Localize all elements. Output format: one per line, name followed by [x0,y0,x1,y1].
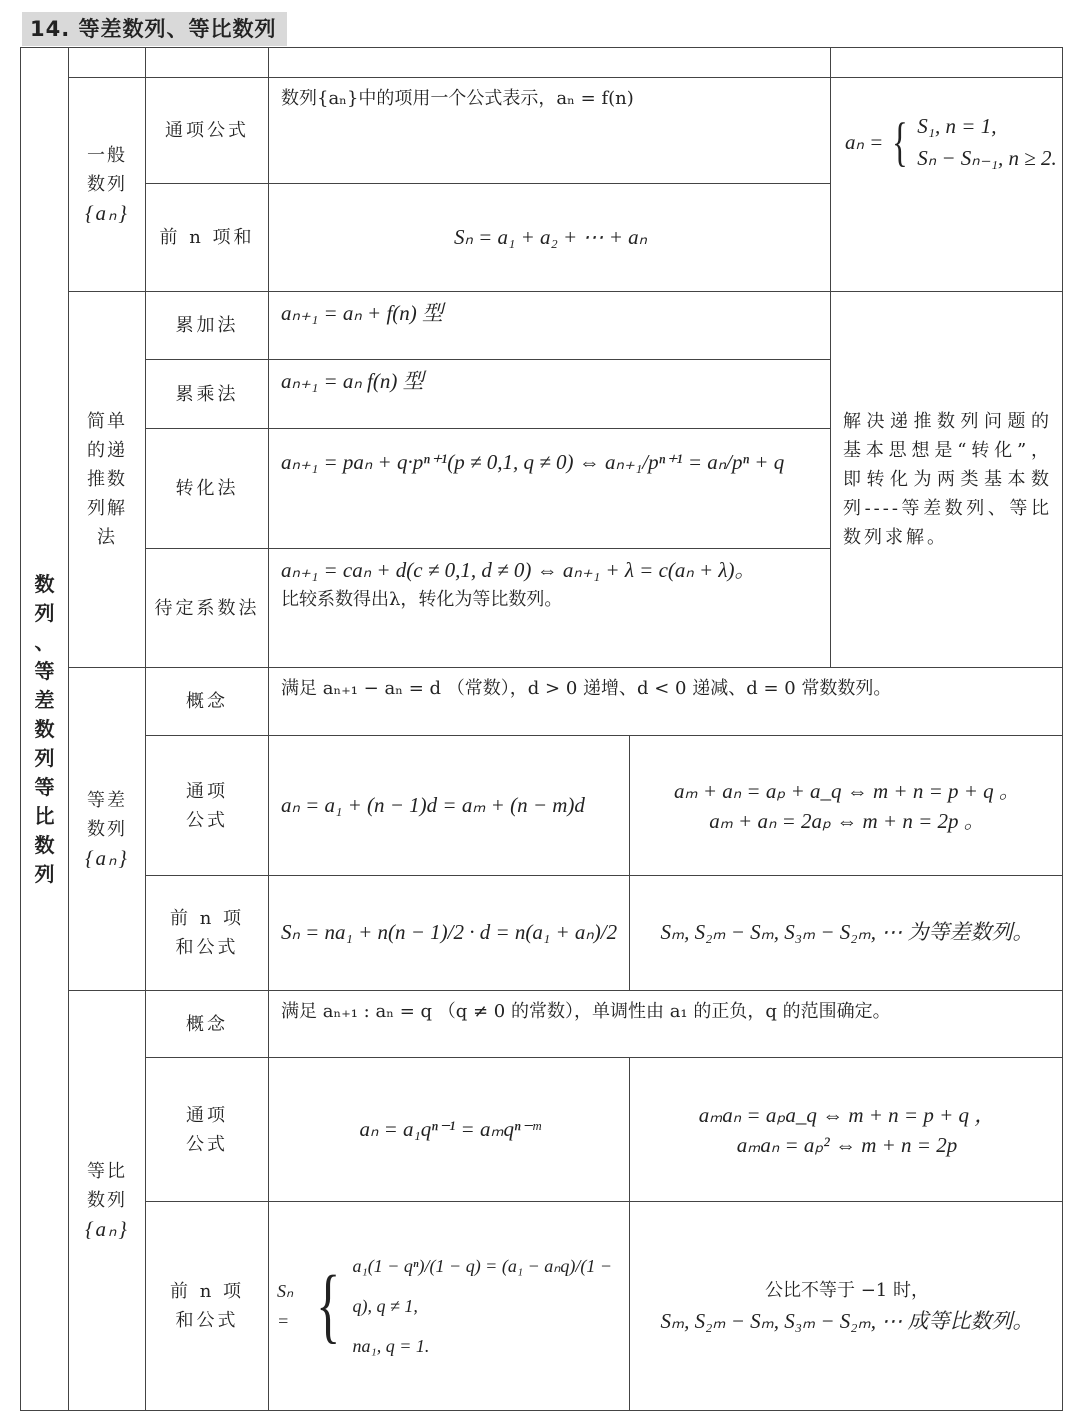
geometric-concept-label: 概念 [146,991,269,1058]
arithmetic-concept-label: 概念 [146,668,269,736]
arithmetic-row-3 [21,876,1063,991]
geometric-general-props: aₘaₙ = aₚa_q ⇔ m + n = p + q ， aₘaₙ = aₚ² ⇔ m + n = 2p [630,1058,1063,1202]
cumulative-sum-content: aₙ₊₁ = aₙ + f(n) 型 [269,292,831,360]
geometric-row-3 [21,1202,1063,1411]
arithmetic-row-1 [21,668,1063,736]
arithmetic-general-formula: aₙ = a₁ + (n − 1)d = aₘ + (n − m)d [269,736,630,876]
arithmetic-general-props: aₘ + aₙ = aₚ + a_q ⇔ m + n = p + q 。 aₘ + aₙ = 2aₚ ⇔ m + n = 2p 。 [630,736,1063,876]
brace-icon: { [316,1259,341,1352]
undetermined-coef-label: 待定系数法 [146,549,269,668]
geometric-sum-label: 前 n 项 和公式 [146,1202,269,1411]
general-sum-label: 前 n 项和 [146,184,269,292]
geometric-category: 等比 数列 {aₙ} [69,991,146,1411]
geometric-concept: 满足 aₙ₊₁ : aₙ = q （q ≠ 0 的常数），单调性由 a₁ 的正负，q 的范围确定。 [269,991,1063,1058]
transform-label: 转化法 [146,429,269,549]
recursive-row-1 [21,292,1063,360]
header-row [21,48,1063,78]
undetermined-coef-content: aₙ₊₁ = caₙ + d(c ≠ 0,1, d ≠ 0) ⇔ aₙ₊₁ + λ = c(aₙ + λ)。 比较系数得出λ，转化为等比数列。 [269,549,831,668]
section-title: 14. 等差数列、等比数列 [22,12,287,46]
general-row-1 [21,78,1063,184]
geometric-general-label: 通项 公式 [146,1058,269,1202]
transform-content: aₙ₊₁ = paₙ + q·pⁿ⁺¹(p ≠ 0,1, q ≠ 0) ⇔ aₙ₊₁/pⁿ⁺¹ = aₙ/pⁿ + q [269,429,831,549]
geometric-sum-formula: Sₙ = { a₁(1 − qⁿ)/(1 − q) = (a₁ − aₙq)/(1 − q), q ≠ 1, na₁, q = 1. [269,1202,630,1411]
brace-icon: { [892,112,909,172]
side-title: 数 列 、 等 差 数 列 等 比 数 列 [21,48,69,1411]
arithmetic-sum-prop: Sₘ, S₂ₘ − Sₘ, S₃ₘ − S₂ₘ, ⋯ 为等差数列。 [630,876,1063,991]
recursive-category: 简单 的递 推数 列解 法 [69,292,146,668]
general-note: aₙ = { S₁, n = 1, Sₙ − Sₙ₋₁, n ≥ 2. [831,78,1063,292]
arithmetic-concept: 满足 aₙ₊₁ − aₙ = d （常数），d > 0 递增、d < 0 递减、d = 0 常数数列。 [269,668,1063,736]
arithmetic-sum-formula: Sₙ = na₁ + n(n − 1)/2 · d = n(a₁ + aₙ)/2 [269,876,630,991]
cumulative-sum-label: 累加法 [146,292,269,360]
arithmetic-general-label: 通项 公式 [146,736,269,876]
arithmetic-sum-label: 前 n 项 和公式 [146,876,269,991]
geometric-sum-props: 公比不等于 −1 时， Sₘ, S₂ₘ − Sₘ, S₃ₘ − S₂ₘ, ⋯ 成等比数列。 [630,1202,1063,1411]
arithmetic-row-2 [21,736,1063,876]
geometric-general-formula: aₙ = a₁qⁿ⁻¹ = aₘqⁿ⁻ᵐ [269,1058,630,1202]
arithmetic-category: 等差 数列 {aₙ} [69,668,146,991]
general-term-content: 数列{aₙ}中的项用一个公式表示，aₙ = f(n) [269,78,831,184]
recursive-note: 解决递推数列问题的基本思想是“转化”，即转化为两类基本数列----等差数列、等比数列求解。 [831,292,1063,668]
geometric-row-1 [21,991,1063,1058]
sequence-summary-table [20,47,1063,1411]
general-category: 一般 数列 {aₙ} [69,78,146,292]
cumulative-product-label: 累乘法 [146,360,269,429]
general-sum-content: Sₙ = a₁ + a₂ + ⋯ + aₙ [269,184,831,292]
cumulative-product-content: aₙ₊₁ = aₙ f(n) 型 [269,360,831,429]
geometric-row-2 [21,1058,1063,1202]
general-term-label: 通项公式 [146,78,269,184]
